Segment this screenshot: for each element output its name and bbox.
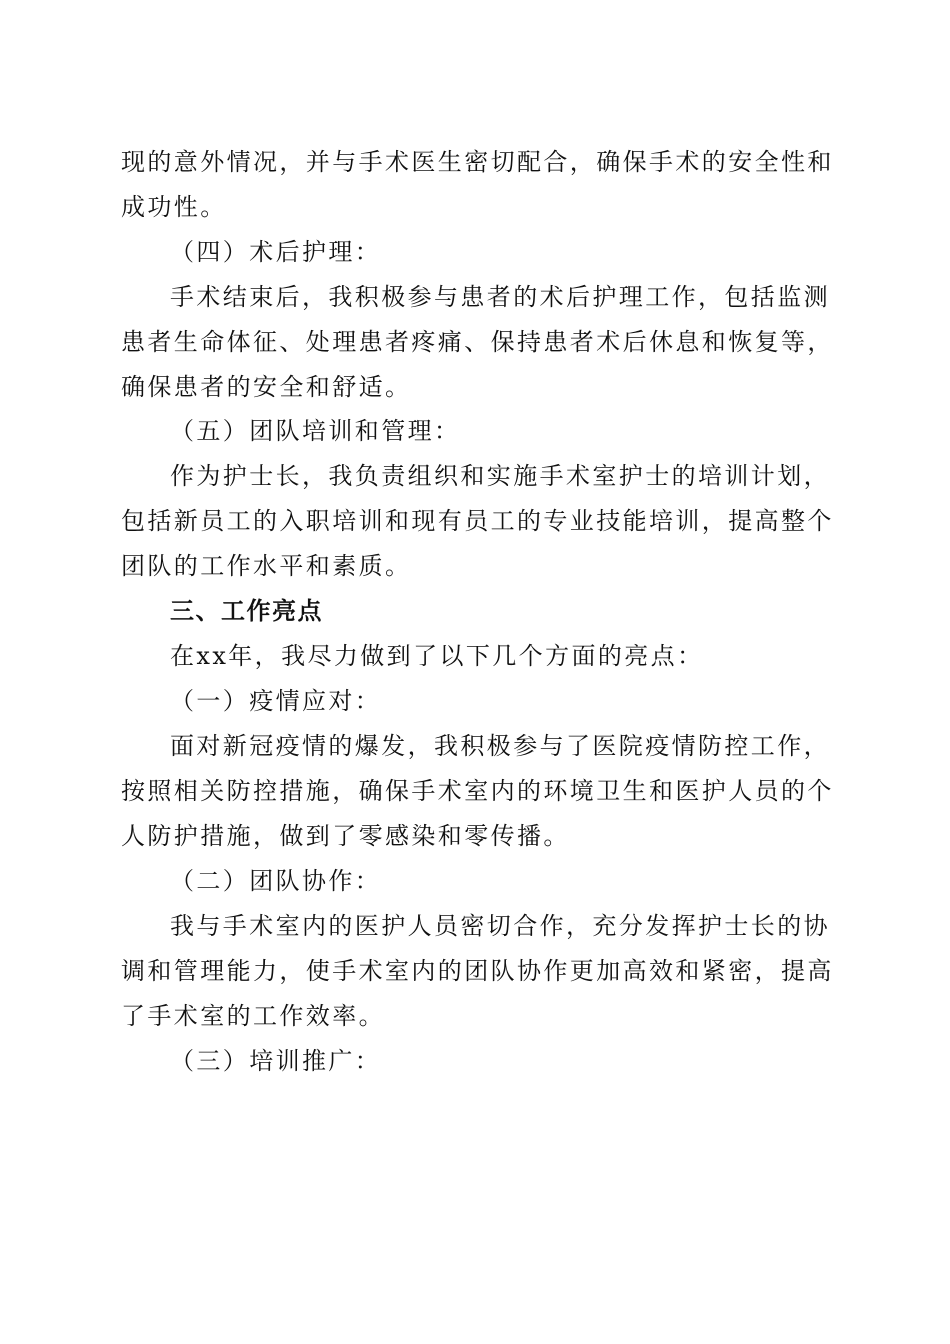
subheading-team-training: （五）团队培训和管理： — [170, 417, 461, 445]
paragraph-line: 成功性。 — [121, 193, 227, 221]
paragraph-line: 团队的工作水平和素质。 — [121, 552, 412, 580]
paragraph-line: 患者生命体征、处理患者疼痛、保持患者术后休息和恢复等， — [121, 328, 834, 356]
subheading-training-promotion: （三）培训推广： — [170, 1047, 382, 1075]
paragraph-line: 作为护士长，我负责组织和实施手术室护士的培训计划， — [170, 462, 830, 490]
paragraph-line: 按照相关防控措施，确保手术室内的环境卫生和医护人员的个 — [121, 777, 834, 805]
paragraph-line: 包括新员工的入职培训和现有员工的专业技能培训，提高整个 — [121, 507, 834, 535]
subheading-epidemic-response: （一）疫情应对： — [170, 687, 382, 715]
section-heading-highlights: 三、工作亮点 — [170, 597, 323, 625]
paragraph-line: 了手术室的工作效率。 — [121, 1002, 385, 1030]
paragraph-line: 手术结束后，我积极参与患者的术后护理工作，包括监测 — [170, 283, 830, 311]
paragraph-line: 面对新冠疫情的爆发，我积极参与了医院疫情防控工作， — [170, 732, 830, 760]
subheading-postop-care: （四）术后护理： — [170, 238, 382, 266]
paragraph-line: 我与手术室内的医护人员密切合作，充分发挥护士长的协 — [170, 912, 830, 940]
paragraph-line: 现的意外情况，并与手术医生密切配合，确保手术的安全性和 — [121, 148, 834, 176]
paragraph-line: 调和管理能力，使手术室内的团队协作更加高效和紧密，提高 — [121, 957, 834, 985]
paragraph-line: 确保患者的安全和舒适。 — [121, 373, 412, 401]
paragraph-line: 人防护措施，做到了零感染和零传播。 — [121, 822, 570, 850]
subheading-team-collaboration: （二）团队协作： — [170, 867, 382, 895]
paragraph-line: 在xx年，我尽力做到了以下几个方面的亮点： — [170, 642, 704, 670]
